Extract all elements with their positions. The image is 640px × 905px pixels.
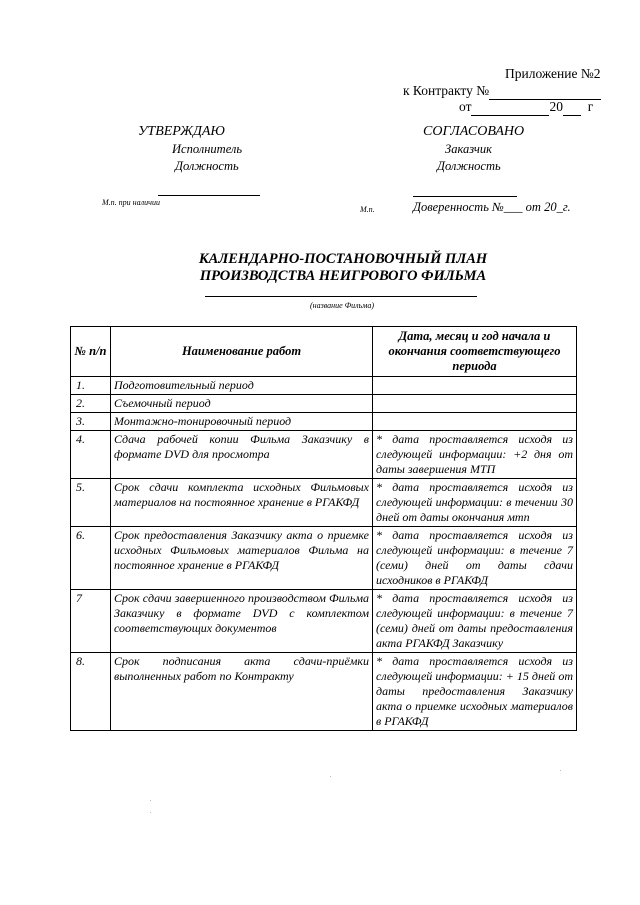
row-work: Съемочный период (111, 395, 373, 413)
year-blank (563, 99, 581, 116)
row-number: 7 (71, 590, 111, 653)
header-work: Наименование работ (111, 327, 373, 377)
table-header-row (71, 327, 577, 377)
title-line-2: ПРОИЗВОДСТВА НЕИГРОВОГО ФИЛЬМА (199, 268, 487, 284)
approve-heading: УТВЕРЖДАЮ (138, 124, 225, 139)
row-number: 2. (71, 395, 111, 413)
power-of-attorney: Доверенность №___ от 20_г. (413, 200, 571, 214)
film-name-caption: (название Фильма) (310, 301, 375, 310)
agree-heading: СОГЛАСОВАНО (423, 124, 525, 139)
row-number: 4. (71, 431, 111, 479)
row-dates: * дата проставляется исходя из следующей информации: + 15 дней от даты предоставления Заказчику акта о приемке исходных материалов в РГАКФД (373, 653, 577, 731)
contract-prefix: к Контракту № (403, 83, 490, 98)
header-number: № п/п (71, 327, 111, 377)
year-suffix: г (587, 99, 594, 114)
row-number: 3. (71, 413, 111, 431)
date-blank (471, 99, 549, 116)
contract-line (403, 83, 601, 100)
approve-stamp: М.п. при наличии (102, 198, 160, 207)
row-work: Монтажно-тонировочный период (111, 413, 373, 431)
approve-signature-line (158, 195, 260, 196)
document-title (0, 251, 640, 285)
year-prefix: 20 (549, 99, 563, 114)
row-dates: * дата проставляется исходя из следующей информации: в течении 30 дней от даты окончания мтп (373, 479, 577, 527)
row-number: 8. (71, 653, 111, 731)
header-dates: Дата, месяц и год начала и окончания соответствующего периода (373, 327, 577, 377)
row-work: Срок сдачи комплекта исходных Фильмовых материалов на постоянное хранение в РГАКФД (111, 479, 373, 527)
scan-speck (150, 800, 151, 801)
agree-position: Должность (437, 159, 501, 173)
row-number: 6. (71, 527, 111, 590)
row-work: Сдача рабочей копии Фильма Заказчику в формате DVD для просмотра (111, 431, 373, 479)
film-name-line (205, 296, 477, 297)
table-row (71, 479, 577, 527)
row-number: 1. (71, 377, 111, 395)
title-line-1: КАЛЕНДАРНО-ПОСТАНОВОЧНЫЙ ПЛАН (198, 251, 488, 267)
contract-date-line (459, 99, 593, 116)
table-row (71, 377, 577, 395)
row-dates (373, 413, 577, 431)
scan-speck (330, 776, 331, 777)
row-dates (373, 377, 577, 395)
contract-number-blank (489, 83, 601, 100)
scan-speck (560, 770, 561, 771)
agree-role: Заказчик (445, 142, 492, 156)
scan-speck (150, 812, 151, 813)
row-work: Срок сдачи завершенного производством Фильма Заказчику в формате DVD с комплектом соответствующих документов (111, 590, 373, 653)
appendix-title: Приложение №2 (505, 66, 601, 81)
from-label: от (459, 99, 472, 114)
approve-role: Исполнитель (172, 142, 243, 156)
schedule-table (70, 326, 577, 731)
table-row (71, 431, 577, 479)
table-row (71, 395, 577, 413)
table-row (71, 653, 577, 731)
row-dates: * дата проставляется исходя из следующей информации: +2 дня от даты завершения МТП (373, 431, 577, 479)
row-work: Срок предоставления Заказчику акта о приемке исходных Фильмовых материалов Фильма на постоянное хранение в РГАКФД (111, 527, 373, 590)
row-work: Подготовительный период (111, 377, 373, 395)
table-row (71, 527, 577, 590)
row-work: Срок подписания акта сдачи-приёмки выполненных работ по Контракту (111, 653, 373, 731)
table-row (71, 413, 577, 431)
row-number: 5. (71, 479, 111, 527)
row-dates: * дата проставляется исходя из следующей информации: в течение 7 (семи) дней от даты сдачи исходников в РГАКФД (373, 527, 577, 590)
agree-stamp: М.п. (360, 205, 375, 214)
row-dates (373, 395, 577, 413)
row-dates: * дата проставляется исходя из следующей информации: в течение 7 (семи) дней от даты предоставления акта РГАКФД Заказчику (373, 590, 577, 653)
agree-signature-line (413, 196, 517, 197)
table-row (71, 590, 577, 653)
approve-position: Должность (175, 159, 239, 173)
